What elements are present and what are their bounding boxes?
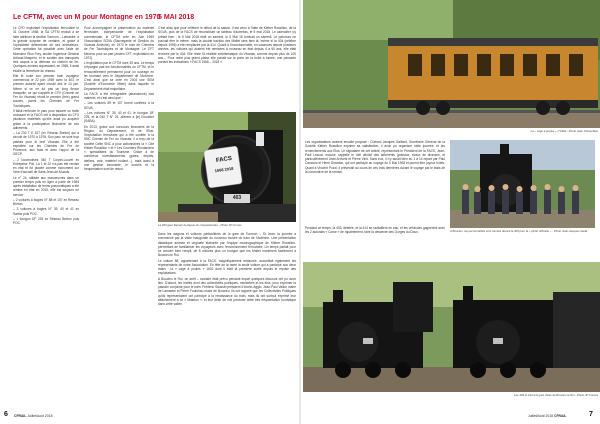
paragraph: – Les voitures N° 39, 40 et 41, le fourgon DF 225, et la 040 T N° 24, allèrent à [le] Ecoubler (SABA). <box>84 110 154 124</box>
footer-issue: Juillet/Août 2018 <box>528 414 554 418</box>
footer-magazine: CFRAIL <box>14 414 27 418</box>
photo-caption-water-stop: Les 403 et 414 à la gare d'eau de Boucieu le Roi - Photo JP Cornes <box>514 393 598 397</box>
section-title-middle: 5 MAI 2018 <box>158 14 195 21</box>
text-column-2 <box>84 26 154 406</box>
footer-right <box>528 414 566 418</box>
photo-officials <box>450 140 595 228</box>
paragraph: A Boucieu le Roi, un arrêt – scolaire était prévu pendant lequel quelques discours ont pu avoir lieu. D'abord, les invités dont des collectivités publiques, ministères et les élus, pour exprimer la passion conjointe pour le train. Frédéric Sausset président d'Arche-Agglo, Jean-Paul Vallon maire de Lamastre et Pierre Fourchau maire de Boucieu. Ils ont rappelé que les Collectivités Publiques qu'ils représentaient ont participé à la renaissance du train, mais ils ont surtout exprimé leur attachement à ce « Mastrou », et leur désir de voir perdurer cette très fréquentation touristique dans cette vallée. <box>158 276 296 306</box>
coach-illustration <box>303 0 600 128</box>
paragraph: – 1 fourgon DF 225 ex Réseau Breton puis POC. <box>13 216 79 225</box>
officials-illustration <box>450 140 595 228</box>
paragraph: – La 230 T E 327 (ex Réseau Breton) qui a circulé de 1970 à 1978. Son parc ne sont trop passés pour le bref Vivarais. Elle a été exploitée sur les Chemins de Fer de Provence, aux frais et avec l'appui de la GECP. <box>13 131 79 157</box>
text-column-1 <box>13 26 79 406</box>
text-column-4-mid <box>305 226 445 262</box>
paragraph: La FACS a été rétrogradée (abandonné) tout matériel, et c'est ainsi que : <box>84 91 154 100</box>
paragraph: Le CFD exploitant l'exploitation ferroviaire le 31 Octobre 1968, la SA CFTM réussit à se faire attribuer la section Tournon – Lamastre, à la grande surprise de certains, et grâce à l'opiniâtreté déterminée de ses animateurs. Cette opération fut possible avec l'aide de Monsieur Rico Frey, ancien Ingénieur Général Arbaud-Maspéro, et le soutien des transports très acquis à la défense du chemin de fer. Quelques années auparavant, en 1965, il avait étudié la fermeture du réseau. <box>13 26 79 73</box>
footer-magazine: CFRAIL <box>554 414 567 418</box>
paragraph: Le n° 24, utilisée aux manoeuvres dans un premier temps puis en ligne à partir de 1984 après installation de freins pneumatiques a été remise en état en 2015, elle est toujours en service. <box>13 175 79 197</box>
page-gutter <box>299 0 301 424</box>
paragraph: En 2013, grâce aux concours financiers de la Région, du Département, et de l'Etat, l'exploitation ferroviaire qui a été confiée à la SNC Chemin de Fer du Vivarais, il a reçu de la société Cette SNC a pour actionnaires la « Cité Kléber Rossillon » et « Les Courriers Rhodaniens », spécialistes du Tourisme. Grâce à de nombreux investissements (gares, dépôts, ateliers, voie, matériel roulant…), mais aussi à une gestion innovante, le succès et la fréquentation sont de retour. <box>84 124 154 171</box>
photo-cage-a-poules <box>303 0 600 128</box>
page-number-right: 7 <box>589 411 593 418</box>
photo-caption-coach: La « cage à poules » n°1602 - Photo Jean Cheverfaye <box>530 129 598 133</box>
paragraph: Dans les wagons et voitures particulières de la gare de Tournon – St Jean, la journée a commencé par la visite inaugurale du nouveau musée du train de l'Ardèche. Une présentation didactique animée et originale élaborée par l'équipe muséographique de Kléber Rossillon, permettant de familiariser les voyageurs avec l'environnement ferroviaire. Un temps parfait pour ce concert bien rempli, de 8 voitures plus un fourgon que les Mallet montèrent facilement à Boucieu le Roi. <box>158 232 296 258</box>
paragraph: – Les voitures 89 et 107 furent confiées à la SGVA. <box>84 101 154 110</box>
footer-left <box>14 414 52 418</box>
text-column-3-top <box>158 26 296 112</box>
section-title-left: Le CFTM, avec un M pour Montagne en 1970 <box>13 14 161 21</box>
water-stop-illustration <box>303 262 600 392</box>
loco-number: 403 <box>232 195 242 201</box>
paragraph: L'exploitation par le CFTM dure 35 ans. Le temps n'épargne pas les fonctionnalités du CFTM, et le renouvellement permanent pour un ouvrage en fer tournant vers le Département de l'Ardèche. C'est ainsi que se crée en 2004 une SEM (Société d'Economie Mixte) dans laquelle le Département était majoritaire. <box>84 61 154 91</box>
footer-issue: Juillet/Août 2018 <box>27 414 53 418</box>
paragraph: – 2 locomotives 040 T Corpet-Louvet ex Entreprise Poil, La 1 et 22 n'a pas été remise en état et fut placée comme monument sur l'aire d'accueil de Saint-Jean-de-Muzols. <box>13 157 79 175</box>
text-column-3-bottom <box>158 232 296 406</box>
paragraph: – 3 voitures à bogies N° 39, 40 et 41 ex Sarthe puis POC. <box>13 207 79 216</box>
paragraph: Le voiture 88, appartenant à la FACS, magnifiquement restaurée, accueillait également les représentants de notre Association. En tête de la rame la seule voiture qui a participé aux deux trains : la « cage à poules » 1602 dont il était là première sortie depuis le reprise des exploitations. <box>158 258 296 276</box>
paragraph: Pendant ce temps, la 403, dételée, et la 414 se ravitaillent en eau, et les véhicules gagnèrent avec les 2 autorails « Corse » de rapatriement, faire la descente des Gorges du Doux. <box>305 226 445 235</box>
photo-water-stop <box>303 262 600 392</box>
paragraph: Pour accompagner la préservation du matériel ferroviaire, indépendante de l'exploitation commerciale, le CFTM crée en Juin 1969 l'Association SGVA (Sauvegarde et Gestion du Vivarais Ardèche), en 1970 le nom de Chemins de Fer Touristiques et de Montagne. Le CFT Mezenc pour sa part (ancien CFT, exploitation en 1972). <box>84 26 154 60</box>
paragraph: Il fallut renforcer le parc pour assurer un trafic croissant et la FACS mit à disposition du CFV plusieurs matériels qu'elle avait pu acquérir grâce à la participation financière de ses adhérents. <box>13 108 79 130</box>
paragraph: Les organisateurs avaient ensuite proposé : D'abord Jacques Galliard, Secrétaire Général de la Société Kléber Rossillon exprime sa satisfaction, il avoir pu organiser cette journée, et les remerciements aux Élus. Le signataire de cet article, représentant le Président de la FACS, Jean-Paul Lescat, excusé, rappelle le rôle décisif des adhérents (poteaux, rivaux de diverses, et particulièrement Jean Arrivetz et Pierre Vinit. Sans eux, il n'y aurait bien eu 1 à 14 repart par Paul Caraccio et Henri Girardon, qui ont participé au voyage du 5 Mai 1968 et purent être joyeux hôtes. Quant à Vincent Pozzi, il prévenait au cours de ces trois dernières durant le voyage par le biais de la locomotive de la remise. <box>305 140 445 174</box>
paragraph: C'est ainsi que pour célébrer le début de la saison, il est venu à l'idée de Kléber Rossillon, de la SGVA, puis de la FACS de reconstituer un tableau d'autrefois, le 5 mai 2018. Le calendrier s'y prêtait bien : le 5 Mai 2018 était un samedi, le 5 Mai 18 tombait un samedi. Le parcours ne pouvait être le même, mais la double traction des Mallet sera bien là, même si la 404 (célèbre depuis 1995) a été remplacée par la 414. Quant à l'incontournable, en vacances depuis plusieurs années, les voitures qui avaient été remisées à nouveau en état depuis 4 à 50 ans, elle était rénovée par le 404. Elle reste l'A réaliste emblématique du Vivarais, comme depuis plus de 100 ans… Pour notre plus grand plaisir elle portait sur la porte de la boîte à fumée, une pancarte portant les indications « FACS 1968 – 2018 » <box>158 26 296 64</box>
photo-locomotive-plate <box>158 112 296 222</box>
plate-years: 1968 2018 <box>214 165 234 174</box>
photo-caption-officials: A Boucieu, les personnalités sont réunies devant la 403 pour la « photo officielle » - Photo Jean-Jacques Garât <box>450 229 588 233</box>
photo-caption-plate: La 403 gare flamant la plaque du cinquantenaire - Photo JP Cornes <box>158 223 242 227</box>
plate-text: FACS <box>215 155 233 165</box>
page-number-left: 6 <box>4 411 8 418</box>
paragraph: Elle lit route son premier train voyageur commercial le 22 juin 1969 avec la 403, le premier autorail ayant circulé dès le 14 juin. Même si ce ne fut pas un long fleuve tranquille, ce qui s'appelé le CFV (Chemin de Fer du Vivarais) réunit le premier (très) grand succès, parmi les Chemins de Fer Touristiques. <box>13 73 79 108</box>
paragraph: – 2 voitures à bogies N° 88 et 107 ex Réseau Breton. <box>13 197 79 206</box>
